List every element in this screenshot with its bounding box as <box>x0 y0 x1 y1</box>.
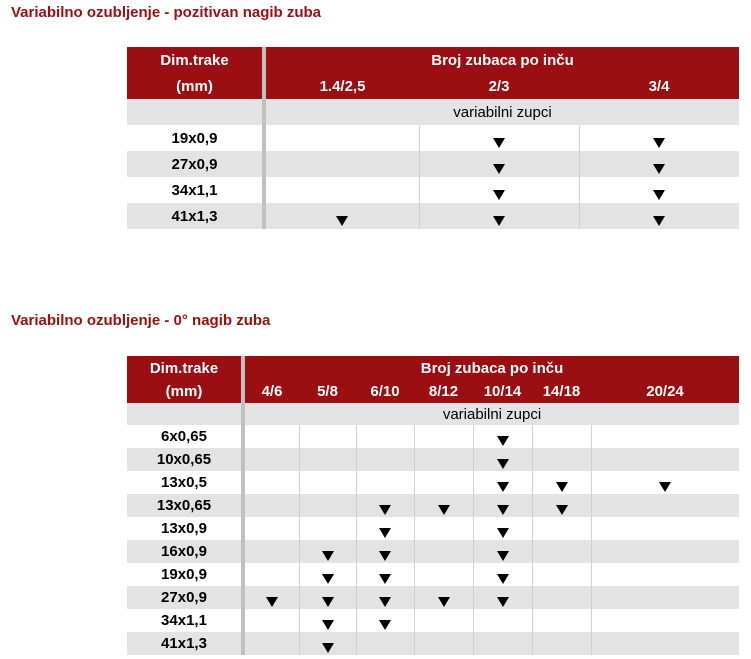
availability-cell <box>532 425 591 448</box>
availability-cell <box>579 151 739 177</box>
down-triangle-icon <box>493 190 505 200</box>
availability-cell <box>414 609 473 632</box>
down-triangle-icon <box>497 459 509 469</box>
down-triangle-icon <box>322 551 334 561</box>
section-title-zero: Variabilno ozubljenje - 0° nagib zuba <box>11 312 271 329</box>
availability-cell <box>473 448 532 471</box>
down-triangle-icon <box>493 216 505 226</box>
availability-cell <box>356 494 414 517</box>
col-header: 3/4 <box>579 73 739 99</box>
availability-cell <box>591 609 739 632</box>
availability-cell <box>591 563 739 586</box>
down-triangle-icon <box>653 190 665 200</box>
down-triangle-icon <box>322 597 334 607</box>
dimension-cell: 13x0,9 <box>127 517 243 540</box>
availability-cell <box>473 632 532 655</box>
availability-cell <box>356 517 414 540</box>
table-row <box>127 448 739 471</box>
availability-cell <box>414 632 473 655</box>
availability-cell <box>532 517 591 540</box>
availability-cell <box>299 471 356 494</box>
down-triangle-icon <box>493 164 505 174</box>
col-header: 14/18 <box>532 380 591 403</box>
availability-cell <box>243 586 299 609</box>
availability-cell <box>243 632 299 655</box>
down-triangle-icon <box>497 482 509 492</box>
availability-cell <box>419 203 579 229</box>
down-triangle-icon <box>556 482 568 492</box>
availability-cell <box>591 586 739 609</box>
down-triangle-icon <box>322 643 334 653</box>
availability-cell <box>532 494 591 517</box>
availability-cell <box>414 540 473 563</box>
col-header: 10/14 <box>473 380 532 403</box>
down-triangle-icon <box>322 620 334 630</box>
availability-cell <box>264 177 419 203</box>
dimension-cell: 34x1,1 <box>127 609 243 632</box>
availability-cell <box>299 563 356 586</box>
availability-cell <box>532 471 591 494</box>
availability-cell <box>591 448 739 471</box>
availability-cell <box>243 448 299 471</box>
availability-cell <box>532 540 591 563</box>
availability-cell <box>243 517 299 540</box>
subheader-blank <box>127 99 264 125</box>
availability-cell <box>591 517 739 540</box>
down-triangle-icon <box>497 574 509 584</box>
col-header: 4/6 <box>243 380 299 403</box>
availability-cell <box>243 425 299 448</box>
group-header: Broj zubaca po inču <box>243 356 739 380</box>
down-triangle-icon <box>379 528 391 538</box>
availability-cell <box>299 517 356 540</box>
subheader-blank <box>127 403 243 425</box>
col-header: 8/12 <box>414 380 473 403</box>
table-row <box>127 425 739 448</box>
down-triangle-icon <box>322 574 334 584</box>
dimension-cell: 27x0,9 <box>127 586 243 609</box>
dimension-cell: 41x1,3 <box>127 632 243 655</box>
down-triangle-icon <box>379 620 391 630</box>
availability-cell <box>532 632 591 655</box>
dimension-cell: 13x0,65 <box>127 494 243 517</box>
down-triangle-icon <box>497 597 509 607</box>
availability-cell <box>414 517 473 540</box>
down-triangle-icon <box>497 436 509 446</box>
availability-cell <box>473 586 532 609</box>
dim-unit-header: (mm) <box>127 380 243 403</box>
availability-cell <box>356 609 414 632</box>
dimension-cell: 34x1,1 <box>127 177 264 203</box>
table-row <box>127 125 739 151</box>
availability-cell <box>591 632 739 655</box>
availability-cell <box>414 586 473 609</box>
down-triangle-icon <box>556 505 568 515</box>
availability-cell <box>299 609 356 632</box>
availability-cell <box>414 471 473 494</box>
availability-cell <box>243 609 299 632</box>
table-zero-rake <box>127 356 739 655</box>
availability-cell <box>419 125 579 151</box>
dim-header: Dim.trake <box>127 47 264 73</box>
subheader: variabilni zupci <box>264 99 739 125</box>
availability-cell <box>473 425 532 448</box>
down-triangle-icon <box>266 597 278 607</box>
availability-cell <box>356 471 414 494</box>
availability-cell <box>243 494 299 517</box>
col-header: 2/3 <box>419 73 579 99</box>
dimension-cell: 16x0,9 <box>127 540 243 563</box>
table-row <box>127 471 739 494</box>
down-triangle-icon <box>379 551 391 561</box>
availability-cell <box>299 632 356 655</box>
col-header: 1.4/2,5 <box>264 73 419 99</box>
down-triangle-icon <box>659 482 671 492</box>
availability-cell <box>473 563 532 586</box>
availability-cell <box>419 177 579 203</box>
dimension-cell: 6x0,65 <box>127 425 243 448</box>
availability-cell <box>356 632 414 655</box>
down-triangle-icon <box>379 574 391 584</box>
table-row <box>127 203 739 229</box>
dimension-cell: 19x0,9 <box>127 125 264 151</box>
down-triangle-icon <box>497 551 509 561</box>
availability-cell <box>579 177 739 203</box>
availability-cell <box>356 586 414 609</box>
subheader: variabilni zupci <box>243 403 739 425</box>
down-triangle-icon <box>336 216 348 226</box>
table-row <box>127 563 739 586</box>
dimension-cell: 19x0,9 <box>127 563 243 586</box>
availability-cell <box>356 540 414 563</box>
down-triangle-icon <box>438 505 450 515</box>
col-header: 20/24 <box>591 380 739 403</box>
availability-cell <box>243 563 299 586</box>
availability-cell <box>414 448 473 471</box>
availability-cell <box>356 448 414 471</box>
availability-cell <box>532 563 591 586</box>
availability-cell <box>264 203 419 229</box>
availability-cell <box>473 540 532 563</box>
group-header: Broj zubaca po inču <box>264 47 739 73</box>
availability-cell <box>591 494 739 517</box>
col-header: 5/8 <box>299 380 356 403</box>
availability-cell <box>356 563 414 586</box>
availability-cell <box>299 586 356 609</box>
availability-cell <box>591 540 739 563</box>
table-row <box>127 586 739 609</box>
dimension-cell: 41x1,3 <box>127 203 264 229</box>
table-row <box>127 151 739 177</box>
availability-cell <box>473 494 532 517</box>
down-triangle-icon <box>379 505 391 515</box>
availability-cell <box>414 425 473 448</box>
availability-cell <box>299 540 356 563</box>
availability-cell <box>473 471 532 494</box>
availability-cell <box>591 471 739 494</box>
availability-cell <box>299 494 356 517</box>
availability-cell <box>473 609 532 632</box>
col-header: 6/10 <box>356 380 414 403</box>
dimension-cell: 10x0,65 <box>127 448 243 471</box>
availability-cell <box>419 151 579 177</box>
availability-cell <box>264 151 419 177</box>
table-positive-rake <box>127 47 739 229</box>
availability-cell <box>243 471 299 494</box>
availability-cell <box>532 586 591 609</box>
availability-cell <box>243 540 299 563</box>
table-row <box>127 540 739 563</box>
down-triangle-icon <box>497 505 509 515</box>
dim-unit-header: (mm) <box>127 73 264 99</box>
down-triangle-icon <box>497 528 509 538</box>
dimension-cell: 27x0,9 <box>127 151 264 177</box>
availability-cell <box>299 448 356 471</box>
availability-cell <box>532 609 591 632</box>
availability-cell <box>414 563 473 586</box>
table-row <box>127 494 739 517</box>
availability-cell <box>473 517 532 540</box>
availability-cell <box>414 494 473 517</box>
table-row <box>127 517 739 540</box>
availability-cell <box>264 125 419 151</box>
availability-cell <box>579 203 739 229</box>
availability-cell <box>356 425 414 448</box>
table-row <box>127 632 739 655</box>
availability-cell <box>591 425 739 448</box>
table-row <box>127 177 739 203</box>
down-triangle-icon <box>379 597 391 607</box>
down-triangle-icon <box>653 164 665 174</box>
availability-cell <box>532 448 591 471</box>
section-title-positive: Variabilno ozubljenje - pozitivan nagib zuba <box>11 4 322 21</box>
availability-cell <box>299 425 356 448</box>
down-triangle-icon <box>653 216 665 226</box>
down-triangle-icon <box>493 138 505 148</box>
availability-cell <box>579 125 739 151</box>
down-triangle-icon <box>653 138 665 148</box>
dim-header: Dim.trake <box>127 356 243 380</box>
table-row <box>127 609 739 632</box>
dimension-cell: 13x0,5 <box>127 471 243 494</box>
down-triangle-icon <box>438 597 450 607</box>
